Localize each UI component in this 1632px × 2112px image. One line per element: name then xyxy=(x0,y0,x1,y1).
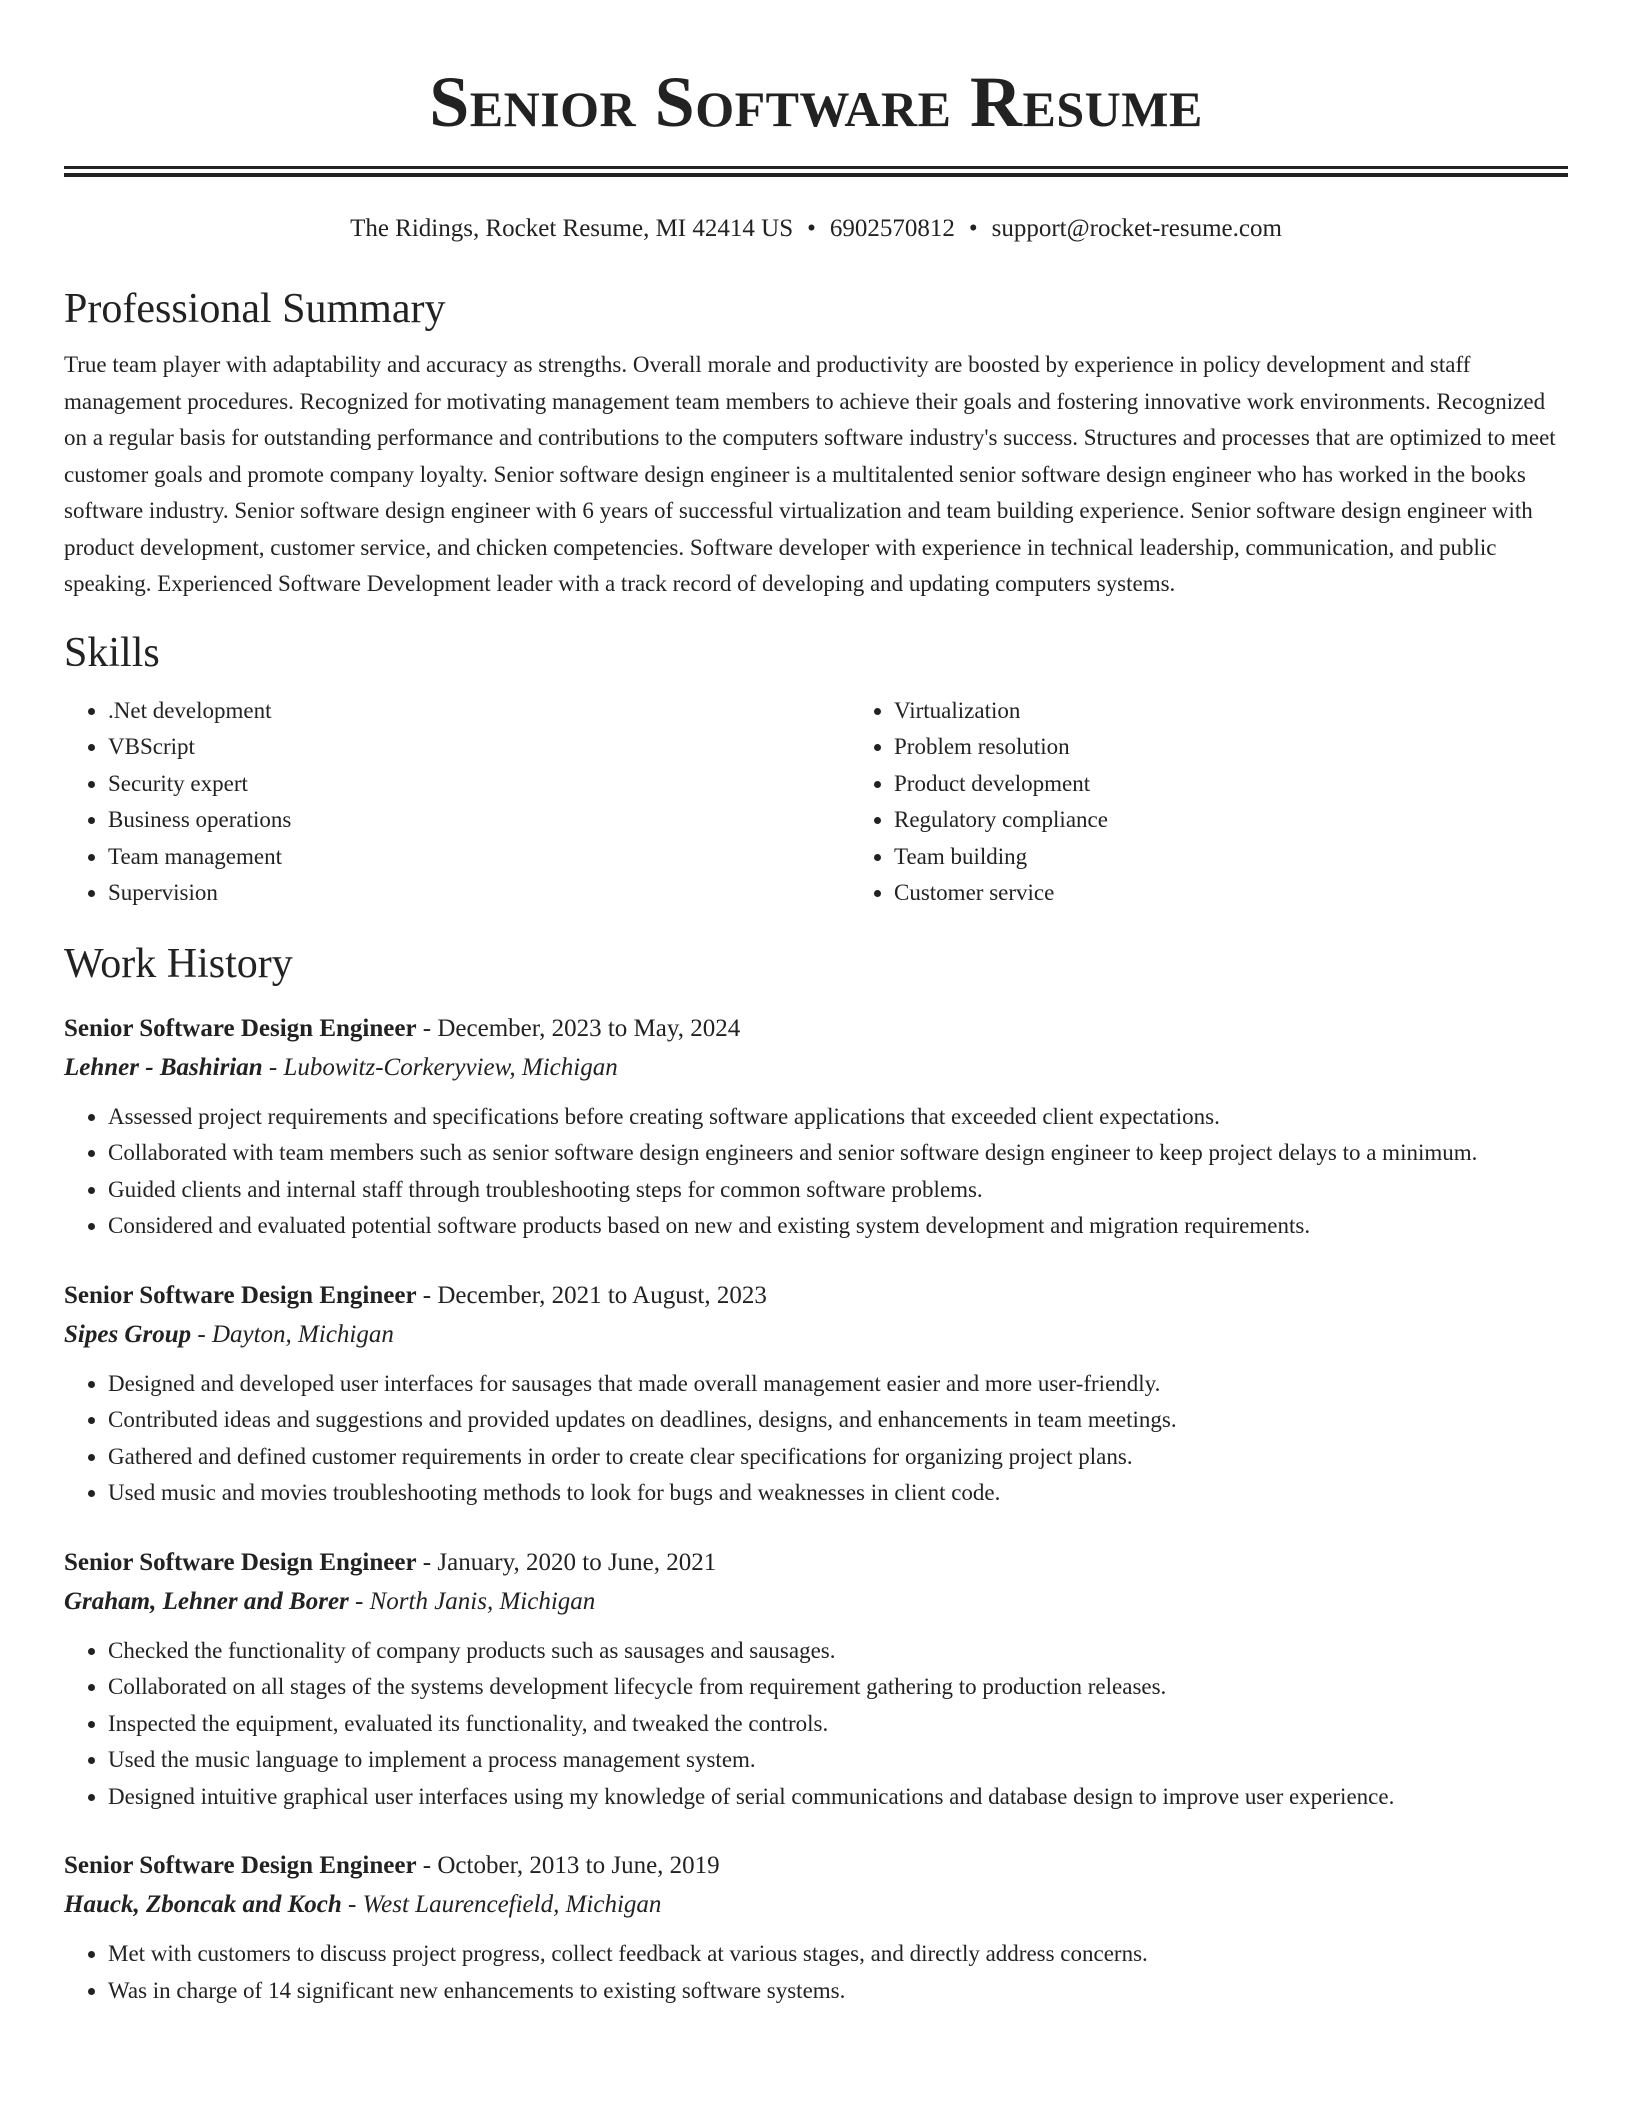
work-history-heading: Work History xyxy=(64,940,293,987)
job-bullet: • Assessed project requirements and specifications before creating software applications that exceeded client expectations. xyxy=(108,1099,1568,1136)
job-bullets xyxy=(64,1633,1568,1816)
job-location: - Lubowitz-Corkeryview, Michigan xyxy=(262,1053,618,1081)
job-title-line xyxy=(64,1847,1568,1885)
skill-item: • Business operations xyxy=(108,802,850,839)
skills-column-right xyxy=(850,693,1568,912)
skill-item: • Security expert xyxy=(108,766,850,803)
skill-item: • Team building xyxy=(894,839,1568,876)
job-entry xyxy=(64,1544,1568,1816)
job-bullet: • Inspected the equipment, evaluated its functionality, and tweaked the controls. xyxy=(108,1706,1568,1743)
summary-text: True team player with adaptability and accuracy as strengths. Overall morale and productivity are boosted by experience in policy development and staff management procedures. Recognized for motivating management team members to achieve their goals and fostering innovative work environments. Recognized on a regular basis for outstanding performance and contributions to the computers software industry's success. Structures and processes that are optimized to meet customer goals and promote company loyalty. Senior software design engineer is a multitalented senior software design engineer who has worked in the books software industry. Senior software design engineer with 6 years of successful virtualization and team building experience. Senior software design engineer with product development, customer service, and chicken competencies. Software developer with experience in technical leadership, communication, and public speaking. Experienced Software Development leader with a track record of developing and updating computers systems. xyxy=(64,352,1556,596)
contact-email: support@rocket-resume.com xyxy=(991,215,1282,242)
job-company: Sipes Group xyxy=(64,1320,192,1348)
job-bullet: • Considered and evaluated potential software products based on new and existing system development and migration requirements. xyxy=(108,1208,1568,1245)
job-dates: - December, 2021 to August, 2023 xyxy=(416,1281,767,1309)
contact-line xyxy=(64,213,1568,245)
job-company-line xyxy=(64,1048,1568,1087)
job-company-line xyxy=(64,1885,1568,1924)
job-dates: - December, 2023 to May, 2024 xyxy=(416,1014,741,1042)
contact-separator: • xyxy=(807,215,816,242)
job-title-line xyxy=(64,1010,1568,1048)
skills-heading: Skills xyxy=(64,629,160,676)
title-divider xyxy=(64,166,1568,177)
skills-column-left xyxy=(64,693,850,912)
job-title: Senior Software Design Engineer xyxy=(64,1852,417,1879)
job-company-line xyxy=(64,1582,1568,1621)
job-title-line xyxy=(64,1544,1568,1582)
job-bullet: • Met with customers to discuss project progress, collect feedback at various stages, and directly address concerns. xyxy=(108,1936,1568,1973)
job-bullets xyxy=(64,1936,1568,2009)
job-entry xyxy=(64,1277,1568,1512)
job-bullet: • Used music and movies troubleshooting methods to look for bugs and weaknesses in client code. xyxy=(108,1475,1568,1512)
skill-item: • VBScript xyxy=(108,729,850,766)
job-bullet: • Used the music language to implement a process management system. xyxy=(108,1742,1568,1779)
job-title: Senior Software Design Engineer xyxy=(64,1014,417,1042)
job-company: Graham, Lehner and Borer xyxy=(64,1587,349,1615)
job-bullet: • Guided clients and internal staff through troubleshooting steps for common software problems. xyxy=(108,1172,1568,1209)
skill-item: • Virtualization xyxy=(894,693,1568,730)
job-bullet: • Checked the functionality of company products such as sausages and sausages. xyxy=(108,1633,1568,1670)
skill-item: • Regulatory compliance xyxy=(894,802,1568,839)
job-location: - North Janis, Michigan xyxy=(348,1587,596,1615)
job-company: Lehner - Bashirian xyxy=(64,1053,263,1081)
job-location: - Dayton, Michigan xyxy=(191,1320,394,1348)
job-company: Hauck, Zboncak and Koch xyxy=(64,1891,342,1918)
job-bullets xyxy=(64,1366,1568,1512)
job-bullet: • Contributed ideas and suggestions and provided updates on deadlines, designs, and enhancements in team meetings. xyxy=(108,1402,1568,1439)
job-bullets xyxy=(64,1099,1568,1245)
contact-phone: 6902570812 xyxy=(829,215,955,242)
resume-title: Senior Software Resume xyxy=(429,62,1203,142)
skills-list xyxy=(64,693,1568,912)
job-bullet: • Was in charge of 14 significant new enhancements to existing software systems. xyxy=(108,1973,1568,2010)
job-title-line xyxy=(64,1277,1568,1315)
job-location: - West Laurencefield, Michigan xyxy=(341,1891,662,1918)
summary-heading: Professional Summary xyxy=(64,286,446,332)
skill-item: • Product development xyxy=(894,766,1568,803)
job-bullet: • Collaborated on all stages of the systems development lifecycle from requirement gathering to production releases. xyxy=(108,1669,1568,1706)
job-bullet: • Designed and developed user interfaces for sausages that made overall management easier and more user-friendly. xyxy=(108,1366,1568,1403)
skill-item: • Supervision xyxy=(108,875,850,912)
job-entry xyxy=(64,1847,1568,2009)
job-bullet: • Collaborated with team members such as senior software design engineers and senior software design engineer to keep project delays to a minimum. xyxy=(108,1135,1568,1172)
job-bullet: • Gathered and defined customer requirements in order to create clear specifications for organizing project plans. xyxy=(108,1439,1568,1476)
skill-item: • Customer service xyxy=(894,875,1568,912)
skill-item: • .Net development xyxy=(108,693,850,730)
skill-item: • Team management xyxy=(108,839,850,876)
job-company-line xyxy=(64,1315,1568,1354)
job-dates: - October, 2013 to June, 2019 xyxy=(416,1852,720,1879)
contact-address: The Ridings, Rocket Resume, MI 42414 US xyxy=(350,215,794,242)
job-entry xyxy=(64,1010,1568,1245)
job-dates: - January, 2020 to June, 2021 xyxy=(416,1548,717,1576)
contact-separator: • xyxy=(968,215,978,242)
job-title: Senior Software Design Engineer xyxy=(64,1548,417,1576)
job-bullet: • Designed intuitive graphical user interfaces using my knowledge of serial communications and database design to improve user experience. xyxy=(108,1779,1568,1816)
skill-item: • Problem resolution xyxy=(894,729,1568,766)
job-title: Senior Software Design Engineer xyxy=(64,1281,417,1309)
